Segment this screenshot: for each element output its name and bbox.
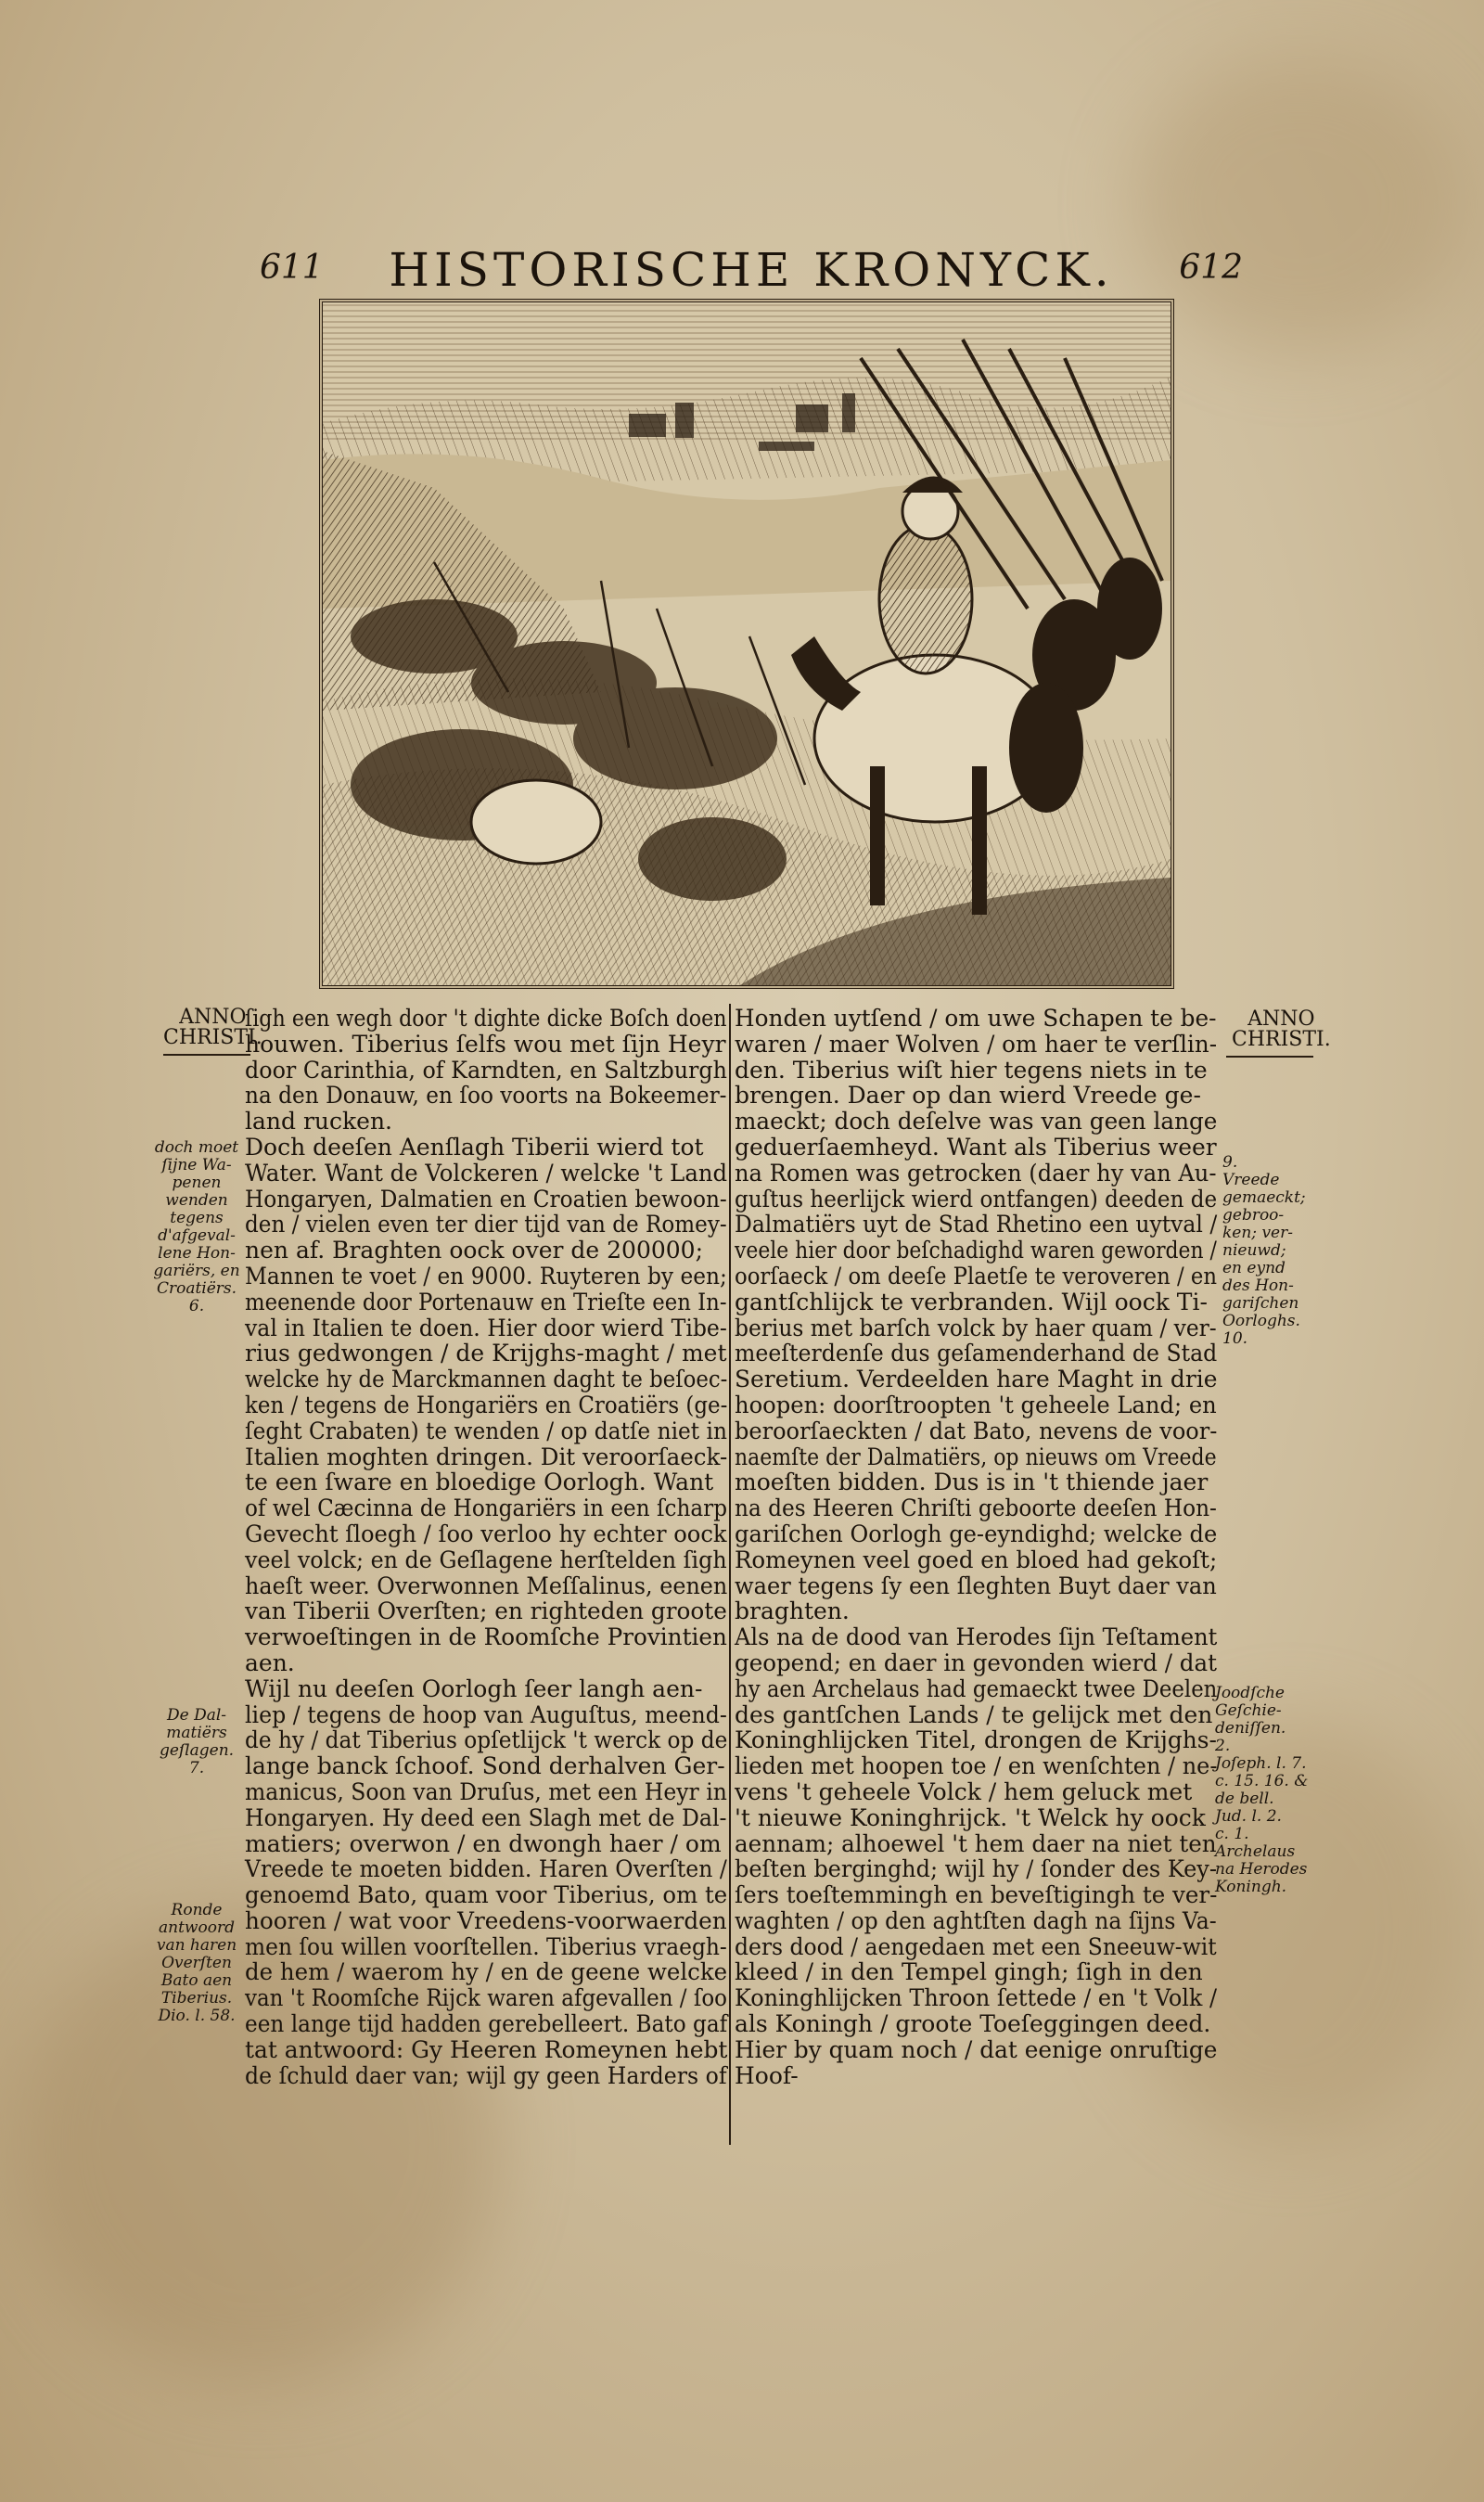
- margin-note-right-2: Joodſche Geſchie- deniſſen. 2. Joſeph. l. 7. c. 15. 16. & de bell. Jud. l. 2. c. 1. Archelaus na Herodes Koningh.: [1215, 1684, 1309, 1896]
- margin-note-left-2: De Dal- matiërs geſlagen. 7.: [159, 1706, 235, 1777]
- anno-rule-left: [163, 1054, 250, 1056]
- page-header: [250, 243, 1252, 299]
- page-number-right: 612: [1179, 249, 1243, 287]
- text-column-right: Honden uytſend / om uwe Schapen te be- waren / maer Wolven / om haer te verſlin- den. Tiberius wiſt hier tegens niets in te brengen. Daer op dan wierd Vreede ge- maeckt; doch deſelve was van geen lange geduerſaemheyd. Want als Tiberius weer na Romen was getrocken (daer hy van Au- guſtus heerlijck wierd ontfangen) deeden de Dalmatiërs uyt de Stad Rhetino een uytval / veele hier door beſchadighd waren geworden / oorſaeck / om deeſe Plaetſe te veroveren / en gantſchlijck te verbranden. Wijl oock Ti- berius met barſch volck by haer quam / ver- meeſterdenſe dus geſamenderhand de Stad Seretium. Verdeelden hare Maght in drie hoopen: doorſtroopten 't geheele Land; en beroorſaeckten / dat Bato, nevens de voor- naemſte der Dalmatiërs, op nieuws om Vreede moeſten bidden. Dus is in 't thiende jaer na des Heeren Chriſti geboorte deeſen Hon- gariſchen Oorlogh ge-eyndighd; welcke de Romeynen veel goed en bloed had gekoſt; waer tegens ſy een ſleghten Buyt daer van braghten. Als na de dood van Herodes ſijn Teſtament geopend; en daer in gevonden wierd / dat hy aen Archelaus had gemaeckt twee Deelen des gantſchen Lands / te gelijck met den Koninghlijcken Titel, drongen de Krijghs- lieden met hoopen toe / en wenſchten / ne- vens 't geheele Volck / hem geluck met 't nieuwe Koninghrijck. 't Welck hy oock aennam; alhoewel 't hem daer na niet ten beſten berginghd; wijl hy / ſonder des Key- ſers toeſtemmingh en beveſtigingh te ver- waghten / op den aghtſten dagh na ſijns Va- ders dood / aengedaen met een Sneeuw-wit kleed / in den Tempel gingh; ſigh in den Koninghlijcken Throon ſettede / en 't Volk / als Koningh / groote Toeſeggingen deed. Hier by quam noch / dat eenige onruſtige Hoof-: [735, 1005, 1218, 2089]
- column-divider: [729, 1004, 731, 2145]
- margin-note-left-1: doch moet ſijne Wa- penen wenden tegens d'afgeval- lene Hon- gariërs, en Croatiërs. 6.: [153, 1138, 240, 1315]
- page-number-left: 611: [260, 249, 324, 287]
- engraving-illustration: [323, 302, 1171, 985]
- margin-note-left-3: Ronde antwoord van haren Overſten Bato aen Tiberius. Dio. l. 58.: [156, 1901, 237, 2025]
- battle-engraving: [319, 299, 1174, 989]
- anno-christi-right: ANNO CHRISTI.: [1232, 1007, 1331, 1051]
- page-title: HISTORISCHE KRONYCK.: [389, 243, 1114, 297]
- margin-note-right-1: 9. Vreede gemaeckt; gebroo- ken; ver- nieuwd; en eynd des Hon- gariſchen Oorloghs. 10.: [1222, 1153, 1306, 1348]
- anno-rule-right: [1226, 1056, 1313, 1058]
- text-column-left: ſigh een wegh door 't dighte dicke Boſch doen houwen. Tiberius ſelfs wou met ſijn Heyr door Carinthia, of Karndten, en Saltzburgh na den Donauw, en ſoo voorts na Bokeemer- land rucken. Doch deeſen Aenſlagh Tiberii wierd tot Water. Want de Volckeren / welcke 't Land Hongaryen, Dalmatien en Croatien bewoon- den / vielen even ter dier tijd van de Romey- nen af. Braghten oock over de 200000; Mannen te voet / en 9000. Ruyteren by een; meenende door Portenauw en Trieſte een In- val in Italien te doen. Hier door wierd Tibe- rius gedwongen / de Krijghs-maght / met welcke hy de Marckmannen daght te beſoec- ken / tegens de Hongariërs en Croatiërs (ge- ſeght Crabaten) te wenden / op datſe niet in Italien moghten dringen. Dit veroorſaeck- te een ſware en bloedige Oorlogh. Want of wel Cæcinna de Hongariërs in een ſcharp Gevecht ſloegh / ſoo verloo hy echter oock veel volck; en de Geſlagene herſtelden ſigh haeſt weer. Overwonnen Meſſalinus, eenen van Tiberii Overſten; en righteden groote verwoeſtingen in de Roomſche Provintien aen. Wijl nu deeſen Oorlogh ſeer langh aen- liep / tegens de hoop van Auguſtus, meend- de hy / dat Tiberius opſetlijck 't werck op de lange banck ſchoof. Sond derhalven Ger- manicus, Soon van Druſus, met een Heyr in Hongaryen. Hy deed een Slagh met de Dal- matiers; overwon / en dwongh haer / om Vreede te moeten bidden. Haren Overſten / genoemd Bato, quam voor Tiberius, om te hooren / wat voor Vreedens-voorwaerden men ſou willen voorſtellen. Tiberius vraegh- de hem / waerom hy / en de geene welcke van 't Roomſche Rijck waren afgevallen / ſoo een lange tijd hadden gerebelleert. Bato gaf tat antwoord: Gy Heeren Romeynen hebt de ſchuld daer van; wijl gy geen Harders of: [245, 1005, 728, 2089]
- anno-christi-left: ANNO CHRISTI.: [163, 1006, 262, 1049]
